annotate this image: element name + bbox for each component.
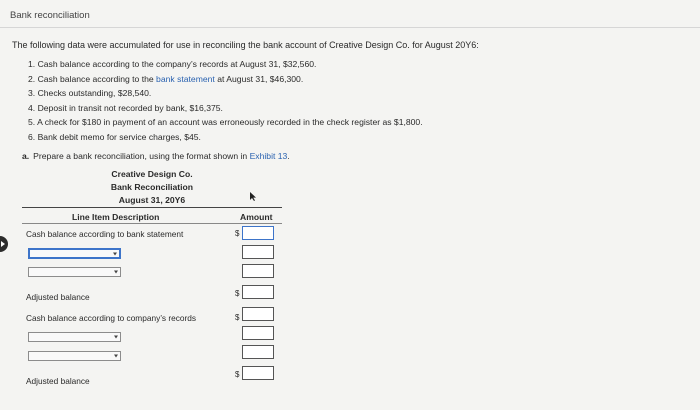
list-item: 4. Deposit in transit not recorded by bank, $16,375.: [28, 102, 223, 113]
bank-adjustment-amount-1[interactable]: [242, 245, 274, 259]
currency-symbol: $: [235, 229, 240, 238]
list-item: 1. Cash balance according to the company’s records at August 31, $32,560.: [28, 59, 317, 69]
bank-adjustment-select-1[interactable]: [28, 248, 121, 259]
company-adjustment-select-2[interactable]: [28, 351, 121, 361]
company-name: Creative Design Co.: [111, 169, 193, 179]
company-balance-label: Cash balance according to company’s records: [26, 313, 197, 323]
adjusted-bank-balance-input[interactable]: [242, 285, 274, 299]
list-item: 5. A check for $180 in payment of an account was erroneously recorded in the check register as $1,800.: [28, 117, 423, 128]
list-item: 3. Checks outstanding, $28,540.: [28, 88, 152, 99]
header-divider: [0, 27, 700, 28]
list-item: 2. Cash balance according to the bank statement at August 31, $46,300.: [28, 73, 304, 84]
chevron-down-icon: [114, 336, 118, 339]
bank-balance-label: Cash balance according to bank statement: [26, 229, 184, 239]
currency-symbol: $: [235, 289, 240, 298]
bank-adjustment-amount-2[interactable]: [242, 264, 274, 278]
bank-adjustment-select-2[interactable]: [28, 267, 121, 277]
column-header-rule: [22, 223, 282, 224]
part-a-instruction: a. Prepare a bank reconciliation, using the format shown in Exhibit 13.: [22, 151, 290, 161]
currency-symbol: $: [235, 370, 240, 379]
chevron-down-icon: [114, 355, 118, 358]
chevron-down-icon: [113, 252, 117, 255]
table-top-rule: [22, 207, 282, 208]
expand-panel-tab[interactable]: [0, 236, 8, 252]
adjusted-company-balance-input[interactable]: [242, 366, 274, 380]
statement-title: Bank Reconciliation: [110, 182, 194, 192]
mouse-cursor-icon: [249, 191, 257, 201]
adjusted-company-balance-label: Adjusted balance: [26, 376, 90, 386]
page-title: Bank reconciliation: [10, 10, 90, 21]
statement-date: August 31, 20Y6: [118, 195, 186, 205]
company-adjustment-amount-1[interactable]: [242, 326, 274, 340]
bank-balance-amount-input[interactable]: [242, 226, 274, 240]
chevron-down-icon: [114, 271, 118, 274]
list-item: 6. Bank debit memo for service charges, $45.: [28, 131, 201, 142]
exhibit-link[interactable]: Exhibit 13: [249, 151, 288, 161]
data-items-list: [28, 57, 423, 145]
problem-intro: The following data were accumulated for use in reconciling the bank account of Creative Design Co. for August 20Y6:: [12, 40, 479, 50]
currency-symbol: $: [235, 313, 240, 322]
adjusted-bank-balance-label: Adjusted balance: [26, 292, 90, 302]
column-header-description: Line Item Description: [72, 212, 160, 222]
column-header-amount: Amount: [240, 212, 273, 222]
company-balance-amount-input[interactable]: [242, 307, 274, 321]
company-adjustment-select-1[interactable]: [28, 332, 121, 342]
bank-statement-link[interactable]: bank statement: [156, 73, 215, 84]
company-adjustment-amount-2[interactable]: [242, 345, 274, 359]
